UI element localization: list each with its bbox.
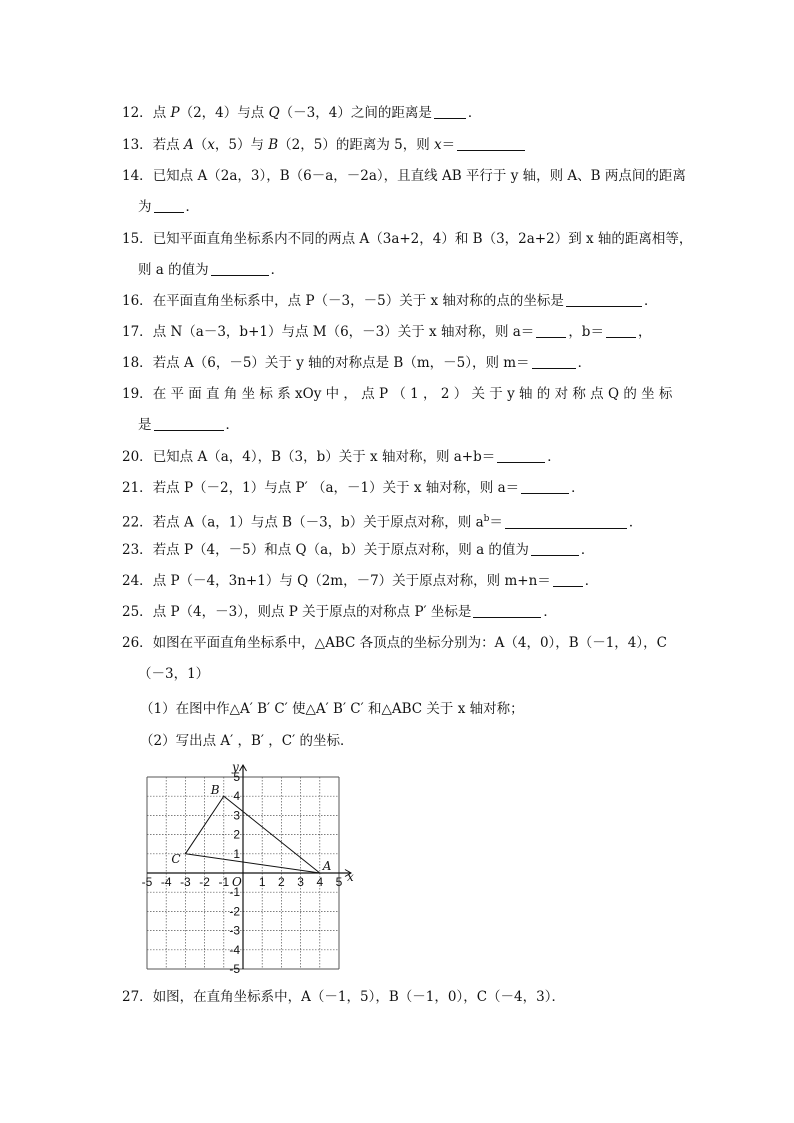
question-18: 18．若点 A（6，－5）关于 y 轴的对称点是 B（m，－5），则 m＝ ．: [122, 355, 592, 371]
question-26-part-2: （2）写出点 A′ ，B′ ，C′ 的坐标．: [140, 733, 354, 749]
question-24: 24．点 P（－4，3n+1）与 Q（2m，－7）关于原点对称，则 m+n＝ ．: [122, 573, 599, 589]
x-tick-label: 5: [335, 875, 343, 889]
answer-blank[interactable]: [473, 603, 541, 618]
y-tick-label: -1: [229, 885, 240, 900]
question-26-line2: （－3，1）: [138, 666, 210, 682]
answer-blank[interactable]: [211, 261, 269, 276]
question-23: 23．若点 P（4，－5）和点 Q（a，b）关于原点对称，则 a 的值为 ．: [122, 542, 595, 558]
answer-blank[interactable]: [154, 198, 184, 213]
y-tick-label: 4: [233, 789, 240, 804]
question-22: 22．若点 A（a，1）与点 B（－3，b）关于原点对称，则 $a^b=$ ．: [122, 514, 643, 531]
question-14-line2: 为 ．: [138, 199, 199, 215]
point-label-a: A: [322, 859, 332, 873]
y-tick-label: -5: [229, 962, 240, 976]
x-axis-label: x: [347, 870, 354, 884]
question-19: 19．在 平 面 直 角 坐 标 系 xOy 中 ， 点 P （ 1 ， 2 ） 关 于 y 轴 的 对 称 点 Q 的 坐 标: [122, 386, 673, 402]
coordinate-grid: [120, 752, 360, 982]
question-21: 21．若点 P（－2，1）与点 P′ （a，－1）关于 x 轴对称，则 a＝ ．: [122, 480, 585, 496]
answer-blank[interactable]: [457, 136, 525, 151]
coordinate-grid-figure: [120, 752, 360, 982]
question-19-line2: 是 ．: [138, 417, 239, 433]
x-tick-label: -5: [141, 875, 153, 889]
answer-blank[interactable]: [497, 448, 545, 463]
question-25: 25．点 P（4，－3），则点 P 关于原点的对称点 P′ 坐标是 ．: [122, 604, 557, 620]
question-12: 12．点 P（2，4）与点 Q（－3，4）之间的距离是 ．: [122, 105, 482, 121]
x-tick-label: -1: [218, 875, 230, 889]
point-label-b: B: [210, 783, 220, 798]
x-tick-label: -4: [160, 875, 172, 889]
answer-blank[interactable]: [521, 479, 569, 494]
question-27: 27．如图，在直角坐标系中，A（－1，5），B（－1，0），C（－4，3）．: [122, 989, 565, 1005]
y-tick-label: -2: [229, 904, 240, 919]
x-tick-label: 3: [297, 875, 304, 889]
answer-blank[interactable]: [505, 514, 627, 529]
origin-label: O: [232, 875, 242, 889]
y-axis-label: y: [232, 760, 239, 774]
x-tick-label: -2: [199, 875, 210, 889]
answer-blank[interactable]: [566, 292, 642, 307]
answer-blank[interactable]: [553, 572, 583, 587]
y-tick-label: 2: [233, 827, 240, 842]
point-label-c: C: [171, 851, 181, 866]
question-26-part-1: （1）在图中作△A′ B′ C′ 使△A′ B′ C′ 和△ABC 关于 x 轴对称；: [140, 701, 524, 717]
x-tick-label: -3: [180, 875, 191, 889]
y-tick-label: -3: [229, 923, 240, 938]
question-26: 26．如图在平面直角坐标系中，△ABC 各顶点的坐标分别为：A（4，0），B（－1，4），C: [122, 635, 667, 651]
question-20: 20．已知点 A（a，4），B（3，b）关于 x 轴对称，则 a+b＝ ．: [122, 449, 561, 465]
x-tick-label: 4: [316, 875, 324, 889]
question-15: 15．已知平面直角坐标系内不同的两点 A（3a+2，4）和 B（3，2a+2）到 x 轴的距离相等，: [122, 231, 693, 247]
question-13: 13．若点 A（x，5）与 B（2，5）的距离为 5，则 x＝: [122, 136, 682, 154]
answer-blank[interactable]: [606, 323, 636, 338]
answer-blank[interactable]: [536, 323, 566, 338]
question-14: 14．已知点 A（2a，3），B（6－a，－2a），且直线 AB 平行于 y 轴，则 A、B 两点间的距离: [122, 168, 686, 184]
question-15-line2: 则 a 的值为 ．: [138, 262, 285, 278]
answer-blank[interactable]: [154, 416, 224, 431]
question-16: 16．在平面直角坐标系中，点 P（－3，－5）关于 x 轴对称的点的坐标是 ．: [122, 293, 658, 309]
y-tick-label: 5: [233, 770, 240, 784]
y-tick-label: -4: [229, 942, 240, 957]
answer-blank[interactable]: [532, 354, 576, 369]
answer-blank[interactable]: [434, 104, 466, 119]
y-tick-label: 3: [233, 808, 240, 823]
answer-blank[interactable]: [531, 541, 579, 556]
x-tick-label: 1: [258, 875, 266, 889]
question-17: 17．点 N（a－3，b+1）与点 M（6，－3）关于 x 轴对称，则 a＝ ，b＝ ，: [122, 324, 652, 340]
y-tick-label: 1: [233, 846, 240, 861]
x-tick-label: 2: [278, 875, 285, 889]
